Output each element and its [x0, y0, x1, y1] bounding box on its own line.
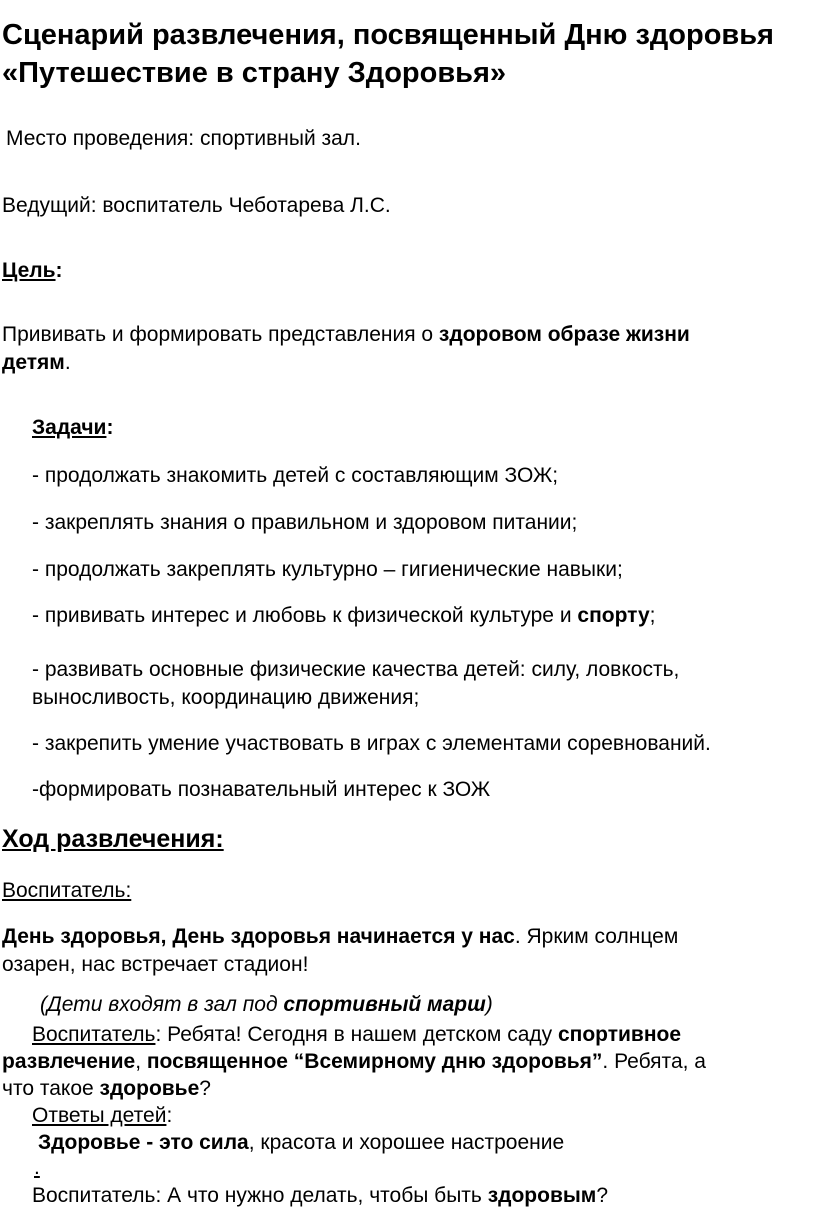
goal-text-bold-2: детям: [2, 351, 65, 374]
course-p3-bold-1: спортивное: [557, 1023, 682, 1046]
task-item-1: - продолжать знакомить детей с составляющим ЗОЖ;: [32, 464, 559, 487]
answers-label: Ответы детей: [32, 1104, 167, 1127]
course-p3-bold-3: посвященное “Всемирному дню здоровья”: [146, 1050, 603, 1073]
tasks-heading-text: Задачи: [32, 416, 107, 439]
teacher-label-inline: Воспитатель: [32, 1023, 156, 1046]
question-bold: здоровым: [487, 1184, 597, 1207]
task-item-6: - закрепить умение участвовать в играх с элементами соревнований.: [32, 732, 711, 755]
course-p3-comma: ,: [135, 1050, 147, 1073]
goal-text-post: .: [64, 351, 71, 374]
goal-text-line-2: [2, 350, 71, 376]
answer-rest: , красота и хорошее настроение: [248, 1131, 565, 1154]
stray-dot: .: [34, 1156, 40, 1179]
question-pre: Воспитатель: А что нужно делать, чтобы быть: [32, 1184, 488, 1207]
goal-text-line-1: [2, 322, 690, 348]
course-paragraph-3-line-3: [2, 1076, 211, 1102]
course-p3-rest: . Ребята, а: [602, 1050, 706, 1073]
task-item-2: - закреплять знания о правильном и здоровом питании;: [32, 511, 578, 534]
course-p1-rest: . Ярким солнцем: [514, 925, 679, 948]
task-item-4-pre: - прививать интерес и любовь к физической культуре и: [32, 604, 578, 627]
question-line: [32, 1183, 608, 1209]
venue-line: Место проведения: спортивный зал.: [6, 127, 361, 150]
goal-heading: [2, 258, 63, 284]
host-line: Ведущий: воспитатель Чеботарева Л.С.: [2, 194, 391, 217]
tasks-heading: [32, 415, 113, 441]
goal-text-bold: здоровом образе жизни: [438, 323, 690, 346]
task-item-5-line-2: выносливость, координацию движения;: [32, 686, 420, 709]
task-item-4-bold: спорту: [577, 604, 650, 627]
course-heading: Ход развлечения:: [2, 825, 224, 853]
task-item-7: -формировать познавательный интерес к ЗОЖ: [32, 778, 491, 801]
document-title: Сценарий развлечения, посвященный Дню здоровья «Путешествие в страну Здоровья»: [2, 19, 774, 89]
task-item-3: - продолжать закреплять культурно – гигиенические навыки;: [32, 558, 623, 581]
goal-heading-colon: :: [55, 259, 63, 282]
task-item-4-post: ;: [649, 604, 656, 627]
task-item-4: [32, 603, 655, 629]
course-p3-line3-bold: здоровье: [99, 1077, 200, 1100]
question-post: ?: [596, 1184, 609, 1207]
task-item-5-line-1: - развивать основные физические качества детей: силу, ловкость,: [32, 658, 680, 681]
answers-colon: :: [166, 1104, 173, 1127]
course-p3-text: : Ребята! Сегодня в нашем детском саду: [155, 1023, 558, 1046]
teacher-label: Воспитатель:: [2, 879, 132, 902]
tasks-heading-colon: :: [106, 416, 114, 439]
course-p3-line3-pre: что такое: [2, 1077, 100, 1100]
course-p3-line3-post: ?: [199, 1077, 211, 1100]
stage-direction-pre: (Дети входят в зал под: [40, 993, 284, 1016]
stage-direction-bold: спортивный марш: [283, 993, 486, 1016]
course-p1-bold: День здоровья, День здоровья начинается у нас: [2, 925, 515, 948]
course-paragraph-1-line-2: озарен, нас встречает стадион!: [2, 953, 309, 976]
stage-direction-post: ): [485, 993, 493, 1016]
answers-label-line: [32, 1103, 172, 1129]
answer-bold: Здоровье - это сила: [38, 1131, 249, 1154]
goal-text-pre: Прививать и формировать представления о: [2, 323, 439, 346]
stage-direction: [40, 992, 493, 1018]
course-paragraph-1-line-1: [2, 924, 678, 950]
answer-line: [38, 1130, 564, 1156]
course-p3-bold-2: развлечение: [2, 1050, 136, 1073]
course-paragraph-3-line-1: [32, 1022, 681, 1048]
course-paragraph-3-line-2: [2, 1049, 706, 1075]
goal-heading-text: Цель: [2, 259, 56, 282]
